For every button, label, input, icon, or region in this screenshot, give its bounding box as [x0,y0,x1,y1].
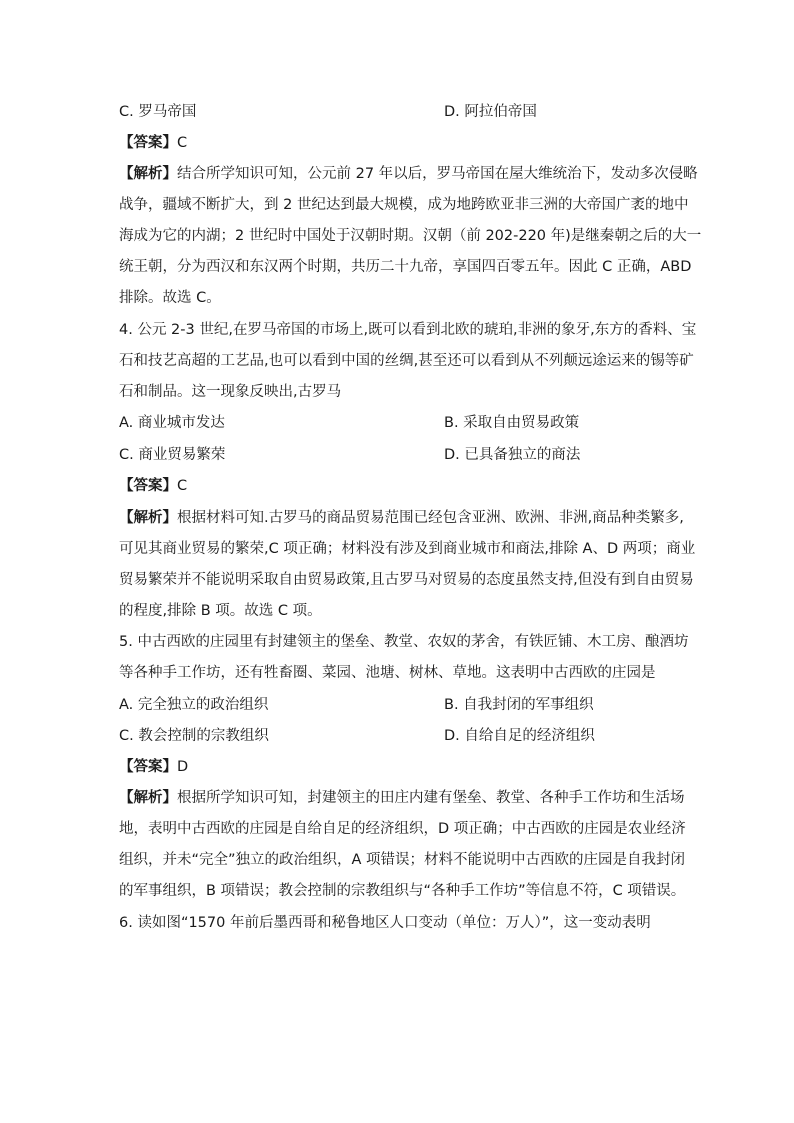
q4-option-d: D. 已具备独立的商法 [444,447,581,463]
q4-stem-line-1: 4. 公元 2-3 世纪,在罗马帝国的市场上,既可以看到北欧的琥珀,非洲的象牙,东方的香料、宝 [119,322,697,338]
q6-stem-line-1: 6. 读如图“1570 年前后墨西哥和秘鲁地区人口变动（单位：万人）”，这一变动表明 [119,915,651,931]
q3-analysis-line-2: 战争，疆域不断扩大，到 2 世纪达到最大规模，成为地跨欧亚非三洲的大帝国广袤的地中 [119,197,689,213]
q3-analysis-line-1 [119,164,698,184]
q5-option-b: B. 自我封闭的军事组织 [444,697,594,713]
answer-label: 【答案】 [119,135,177,151]
q5-analysis-line-2: 地，表明中古西欧的庄园是自给自足的经济组织，D 项正确；中古西欧的庄园是农业经济 [119,821,686,837]
q4-stem-line-2: 石和技艺高超的工艺品,也可以看到中国的丝绸,甚至还可以看到从不列颠远途运来的锡等矿 [119,353,694,369]
q3-option-d: D. 阿拉伯帝国 [444,104,537,120]
answer-label: 【答案】 [119,759,177,775]
analysis-text: 结合所学知识可知，公元前 27 年以后，罗马帝国在屋大维统治下，发动多次侵略 [177,166,698,182]
analysis-text: 根据材料可知.古罗马的商品贸易范围已经包含亚洲、欧洲、非洲,商品种类繁多, [177,510,684,526]
q5-analysis-line-4: 的军事组织，B 项错误；教会控制的宗教组织与“各种手工作坊”等信息不符，C 项错误。 [119,883,686,899]
q4-analysis-line-4: 的程度,排除 B 项。故选 C 项。 [119,603,322,619]
q3-analysis-line-4: 统王朝，分为西汉和东汉两个时期，共历二十九帝，享国四百零五年。因此 C 正确，ABD [119,259,692,275]
analysis-label: 【解析】 [119,510,177,526]
q5-analysis-line-1 [119,788,685,808]
q4-stem-line-3: 石和制品。这一现象反映出,古罗马 [119,384,342,400]
analysis-text: 根据所学知识可知，封建领主的田庄内建有堡垒、教堂、各种手工作坊和生活场 [177,790,685,806]
q5-option-c: C. 教会控制的宗教组织 [119,728,269,744]
q5-stem-line-2: 等各种手工作坊，还有牲畜圈、菜园、池塘、树林、草地。这表明中古西欧的庄园是 [119,665,656,681]
q4-analysis-line-3: 贸易繁荣并不能说明采取自由贸易政策,且古罗马对贸易的态度虽然支持,但没有到自由贸易 [119,572,694,588]
q3-option-c: C. 罗马帝国 [119,104,197,120]
q3-answer [119,133,187,153]
q3-analysis-line-5: 排除。故选 C。 [119,290,221,306]
q5-option-d: D. 自给自足的经济组织 [444,728,595,744]
answer-value: D [177,759,189,775]
q4-option-b: B. 采取自由贸易政策 [444,415,580,431]
q4-answer [119,476,187,496]
q5-option-a: A. 完全独立的政治组织 [119,697,269,713]
q3-analysis-line-3: 海成为它的内湖；2 世纪时中国处于汉朝时期。汉朝（前 202-220 年)是继秦朝之后的大一 [119,228,702,244]
q5-analysis-line-3: 组织，并未“完全”独立的政治组织，A 项错误；材料不能说明中古西欧的庄园是自我封闭 [119,852,686,868]
answer-value: C [177,135,188,151]
analysis-label: 【解析】 [119,790,177,806]
q4-analysis-line-2: 可见其商业贸易的繁荣,C 项正确；材料没有涉及到商业城市和商法,排除 A、D 两项；商业 [119,541,696,557]
q5-stem-line-1: 5. 中古西欧的庄园里有封建领主的堡垒、教堂、农奴的茅舍，有铁匠铺、木工房、酿酒坊 [119,634,689,650]
answer-value: C [177,478,188,494]
analysis-label: 【解析】 [119,166,177,182]
q4-option-a: A. 商业城市发达 [119,415,225,431]
answer-label: 【答案】 [119,478,177,494]
q4-option-c: C. 商业贸易繁荣 [119,447,226,463]
q5-answer [119,757,188,777]
q4-analysis-line-1 [119,508,684,528]
